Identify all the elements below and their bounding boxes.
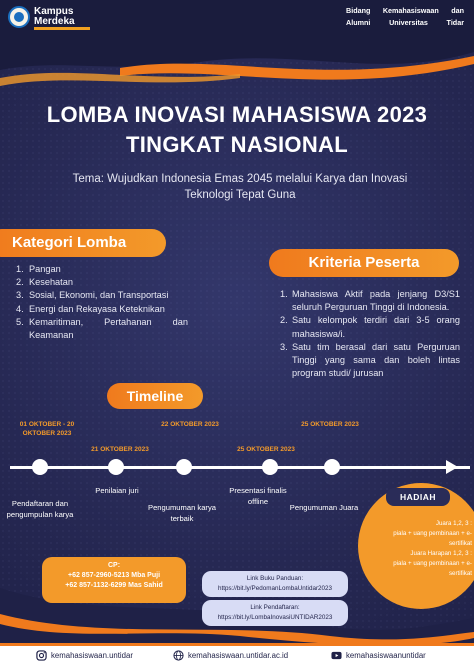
timeline-node (324, 459, 340, 475)
timeline-node (176, 459, 192, 475)
organizer-line-1: Bidang Kemahasiswaan dan (346, 6, 464, 15)
timeline-date: 01 OKTOBER - 20 OKTOBER 2023 (19, 421, 75, 437)
hadiah-line: sertifikat (448, 570, 472, 577)
timeline-heading: Timeline (107, 383, 203, 409)
hadiah-details (362, 519, 472, 579)
instagram-handle[interactable] (36, 648, 133, 662)
kriteria-item: 1. Mahasiswa Aktif pada jenjang D3/S1 seluruh Perguruan Tinggi di Indonesia. (280, 289, 460, 313)
timeline-label: Presentasi finalis offline (229, 486, 287, 506)
kategori-item: 1. Pangan (16, 264, 61, 274)
instagram-icon (36, 650, 47, 661)
kategori-item: 3. Sosial, Ekonomi, dan Transportasi (16, 290, 169, 301)
timeline-node (262, 459, 278, 475)
register-link-box[interactable] (202, 600, 348, 626)
kategori-heading: Kategori Lomba (0, 229, 166, 257)
timeline-axis (10, 466, 470, 469)
kampus-merdeka-logo (8, 4, 98, 34)
instagram-text[interactable]: kemahasiswaan.untidar (51, 650, 133, 660)
logo-tagline (34, 27, 90, 30)
theme-line-1: Tema: Wujudkan Indonesia Emas 2045 melalui Karya dan Inovasi (72, 173, 408, 185)
footer-accent (0, 643, 474, 646)
kategori-item: 4. Energi dan Rekayasa Keteknikan (16, 303, 165, 314)
globe-icon (173, 650, 184, 661)
youtube-text[interactable]: kemahasiswaanuntidar (346, 650, 426, 660)
organizer-line-2: Alumni Universitas Tidar (346, 18, 464, 27)
logo-emblem-icon (8, 6, 30, 28)
kategori-item: 2. Kesehatan (16, 277, 73, 288)
timeline-label: Pendaftaran dan pengumpulan karya (6, 499, 74, 519)
hadiah-line: piala + uang pembinaan + e- (393, 560, 472, 567)
title-line-1: LOMBA INOVASI MAHASISWA 2023 (46, 102, 428, 127)
timeline-arrow-icon (446, 460, 458, 474)
register-link-url[interactable]: https://bit.ly/LombaInovasiUNTIDAR2023 (217, 614, 333, 621)
kategori-item: 5. Kemaritiman, Pertahanan dan Keamanan (16, 316, 188, 341)
competition-theme (45, 171, 435, 203)
hadiah-line: sertifikat (448, 540, 472, 547)
hadiah-heading: HADIAH (386, 488, 450, 506)
contact-box (42, 557, 186, 603)
contact-phone-2[interactable]: +62 857-1132-6299 Mas Sahid (65, 582, 163, 589)
timeline-date: 25 OKTOBER 2023 (237, 446, 295, 453)
register-link-label: Link Pendaftaran: (250, 604, 300, 611)
youtube-icon (331, 650, 342, 661)
guide-link-label: Link Buku Panduan: (246, 575, 304, 582)
title-line-2: TINGKAT NASIONAL (126, 132, 348, 157)
timeline-node (108, 459, 124, 475)
timeline-label: Penilaian juri (95, 486, 139, 495)
contact-heading: CP: (107, 562, 121, 569)
theme-line-2: Teknologi Tepat Guna (184, 189, 296, 201)
timeline-date: 22 OKTOBER 2023 (161, 421, 219, 428)
timeline-label: Pengumuman Juara (289, 503, 359, 512)
kriteria-heading: Kriteria Peserta (269, 249, 459, 277)
website-text[interactable]: kemahasiswaan.untidar.ac.id (188, 650, 289, 660)
logo-text: Kampus Merdeka (34, 6, 75, 27)
youtube-channel[interactable] (331, 648, 426, 662)
timeline-label: Pengumuman karya terbaik (148, 503, 216, 523)
organizer-name (346, 5, 464, 29)
guide-link-url[interactable]: https://bit.ly/PedomanLombaUntidar2023 (217, 585, 333, 592)
kriteria-item: 3. Satu tim berasal dari satu Perguruan Tinggi yang sama dan boleh lintas program studi/ jurusan (280, 341, 460, 379)
poster-title (0, 100, 474, 160)
hadiah-line: Juara Harapan 1,2, 3 : (410, 550, 472, 557)
hadiah-line: piala + uang pembinaan + e- (393, 530, 472, 537)
kategori-list (16, 263, 188, 342)
hadiah-line: Juara 1,2, 3 : (435, 520, 472, 527)
website-link[interactable] (173, 648, 288, 662)
kriteria-item: 2. Satu kelompok terdiri dari 3-5 orang mahasiswa/i. (280, 315, 460, 339)
guide-link-box[interactable] (202, 571, 348, 597)
contact-phone-1[interactable]: +62 857-2960-5213 Mba Puji (67, 572, 161, 579)
kriteria-list (280, 288, 460, 380)
timeline-date: 25 OKTOBER 2023 (301, 421, 359, 428)
timeline-node (32, 459, 48, 475)
timeline-date: 21 OKTOBER 2023 (91, 446, 149, 453)
